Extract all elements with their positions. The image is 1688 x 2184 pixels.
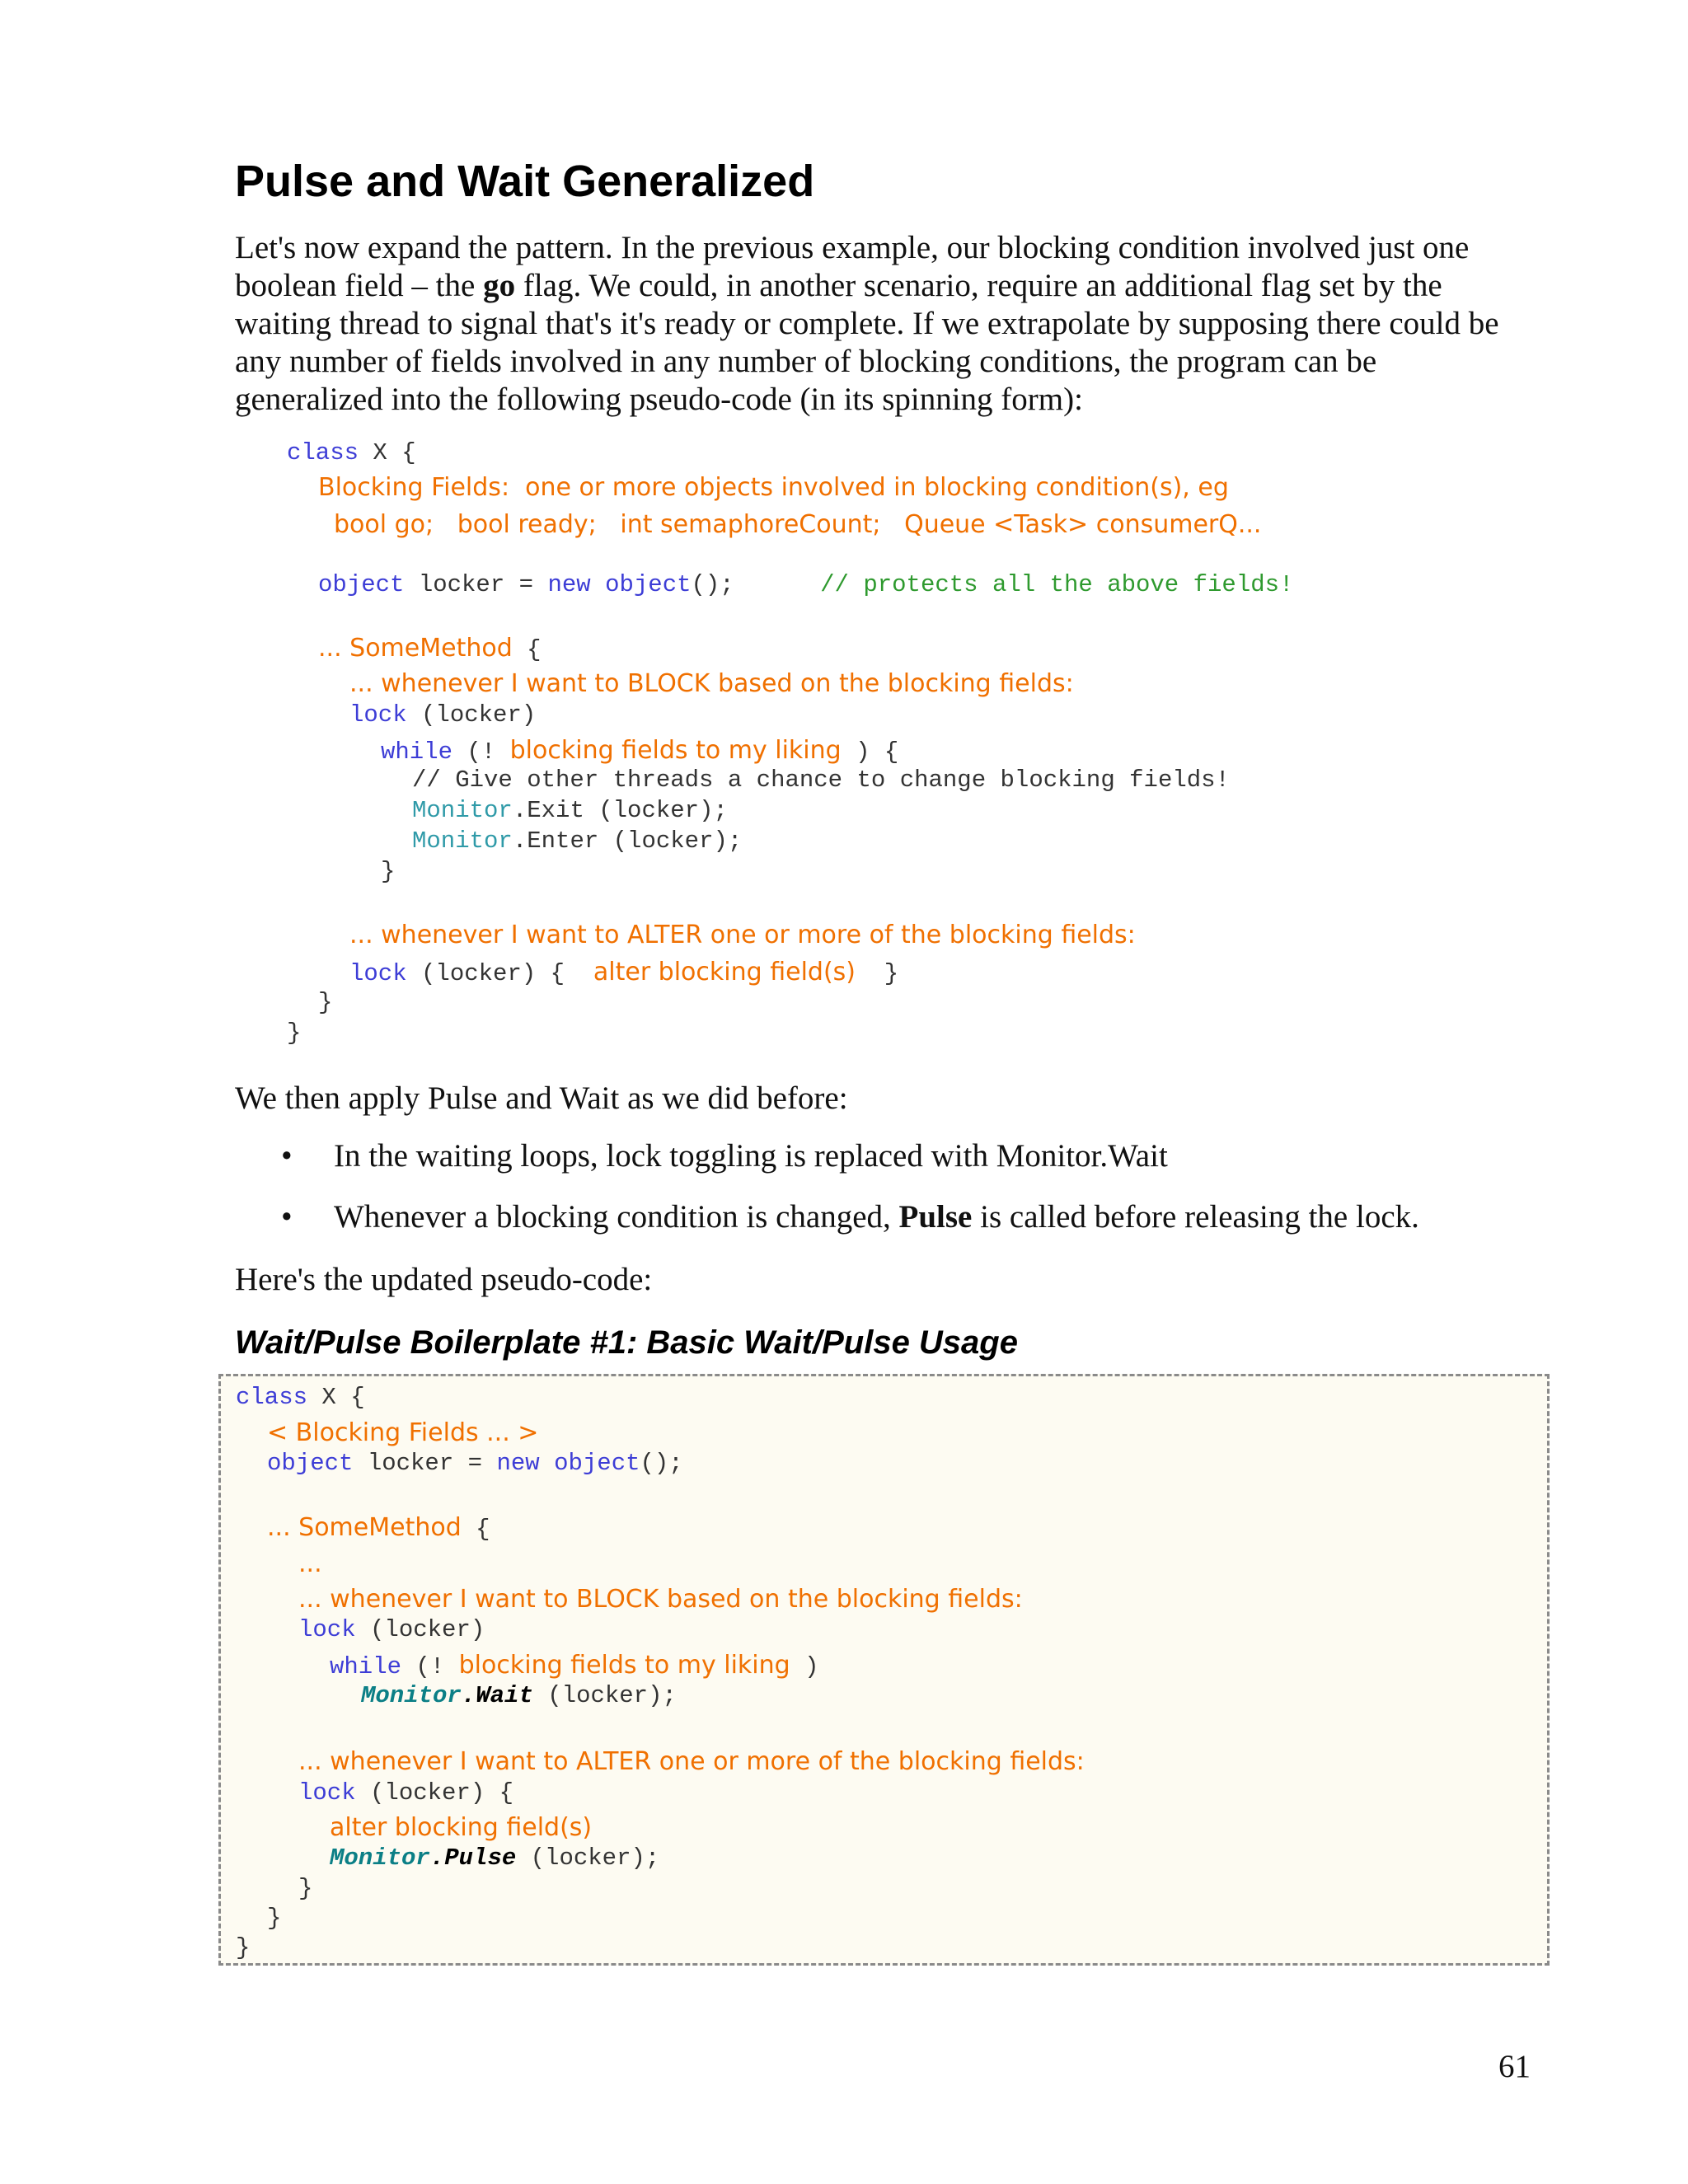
code-line: class X { — [236, 1384, 365, 1411]
code-note: ... whenever I want to BLOCK based on the blocking fields: — [298, 1585, 1023, 1614]
code-line: while (! blocking fields to my liking ) — [330, 1651, 819, 1680]
code-note: ... whenever I want to ALTER one or more of the blocking fields: — [298, 1747, 1085, 1776]
bullet-item: • In the waiting loops, lock toggling is replaced with Monitor.Wait — [281, 1138, 1168, 1174]
code-line: } — [318, 989, 333, 1016]
intro-text-2: flag. We could, in another scenario, require an additional flag set by the waiting thread to signal that's it's ready or complete. If we extrapolate by supposing there could be any number of fields involved in any number of blocking conditions, the program can be generalized into the following pseudo-code (in its spinning form): — [235, 268, 1499, 417]
code-line: } — [298, 1875, 313, 1902]
code-comment-line: // Give other threads a chance to change blocking fields! — [412, 766, 1230, 794]
bullet-dot: • — [281, 1138, 293, 1174]
go-flag-bold: go — [483, 268, 516, 303]
intro-paragraph — [235, 229, 1529, 419]
code-note: ... whenever I want to BLOCK based on the blocking fields: — [349, 669, 1074, 698]
code-line: lock (locker) — [298, 1616, 485, 1643]
code-line: } — [267, 1905, 282, 1932]
code-line: object locker = new object(); — [267, 1450, 683, 1477]
code-line: Monitor.Enter (locker); — [412, 827, 743, 855]
code-comment: // protects all the above fields! — [820, 571, 1294, 598]
code-line: lock (locker) { alter blocking field(s) } — [349, 958, 899, 987]
bullet-list — [235, 1137, 1554, 1259]
code-line: while (! blocking fields to my liking ) { — [381, 736, 899, 766]
bullet-dot: • — [281, 1199, 293, 1235]
code-line: Monitor.Exit (locker); — [412, 797, 728, 824]
code-note: alter blocking field(s) — [330, 1813, 593, 1842]
code-line: Monitor.Wait (locker); — [361, 1682, 677, 1709]
code-line: Monitor.Pulse (locker); — [330, 1844, 660, 1872]
code-line: class X { — [287, 439, 416, 466]
code-listing-wait-pulse — [236, 1381, 1522, 1961]
code-note: ... — [298, 1549, 322, 1578]
code-line: } — [287, 1019, 302, 1047]
code-note: ... whenever I want to ALTER one or more of the blocking fields: — [349, 921, 1136, 949]
after-code-paragraph: We then apply Pulse and Wait as we did before: — [235, 1080, 848, 1116]
code-line: lock (locker) { — [298, 1779, 514, 1807]
updated-intro-paragraph: Here's the updated pseudo-code: — [235, 1262, 653, 1297]
code-line: lock (locker) — [349, 701, 537, 729]
code-note: Blocking Fields: one or more objects involved in blocking condition(s), eg — [318, 473, 1229, 502]
page-title: Pulse and Wait Generalized — [235, 157, 815, 206]
code-line: } — [236, 1934, 251, 1961]
code-line: } — [381, 858, 396, 885]
code-note: < Blocking Fields ... > — [267, 1418, 539, 1447]
boilerplate-subtitle: Wait/Pulse Boilerplate #1: Basic Wait/Pulse Usage — [235, 1324, 1018, 1361]
bullet-item: • Whenever a blocking condition is changed, Pulse is called before releasing the lock. — [281, 1199, 1419, 1235]
page-number: 61 — [1498, 2049, 1531, 2084]
code-line: object locker = new object(); // protects all the above fields! — [318, 571, 1294, 598]
code-note: bool go; bool ready; int semaphoreCount; Queue <Task> consumerQ... — [334, 510, 1262, 539]
code-line: ... SomeMethod { — [267, 1513, 490, 1543]
code-keyword: class — [287, 439, 359, 466]
intro-text-1: Let's now expand the pattern. In the previous example, our blocking condition involved just one boolean field – the — [235, 230, 1470, 303]
code-listing-spinning — [287, 437, 1523, 1055]
code-line: ... SomeMethod { — [318, 634, 542, 663]
boilerplate-code-box — [218, 1374, 1550, 1966]
